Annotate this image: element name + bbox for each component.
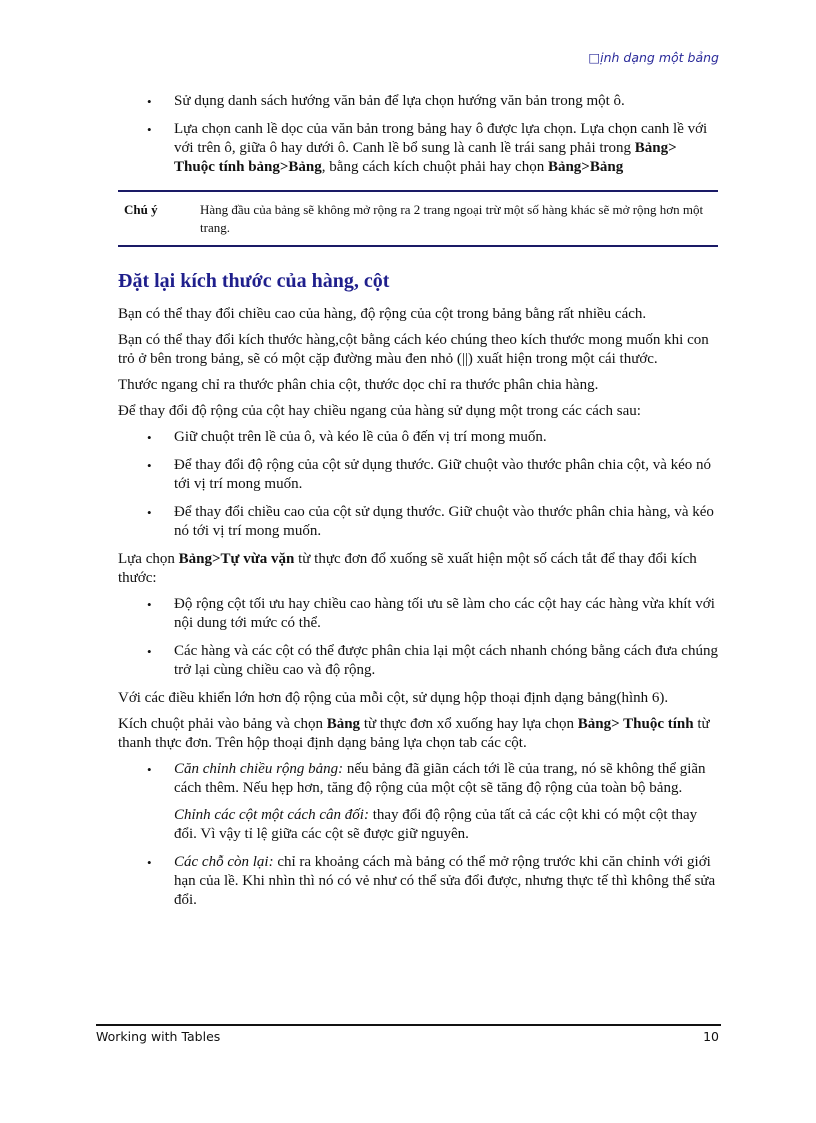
paragraph: Thước ngang chỉ ra thước phân chia cột, thước dọc chỉ ra thước phân chia hàng.: [118, 377, 599, 393]
bullet-icon: •: [147, 597, 152, 612]
page-number: 10: [703, 1029, 719, 1044]
bullet-icon: •: [147, 94, 152, 109]
bullet-icon: •: [147, 505, 152, 520]
note-box: [118, 190, 718, 247]
bullet-icon: •: [147, 430, 152, 445]
bullet-icon: •: [147, 762, 152, 777]
list-item: • Căn chỉnh chiều rộng bảng: nếu bảng đã giãn cách tới lề của trang, nó sẽ không thể giãn cách thêm. Nếu hẹp hơn, tăng độ rộng của một cột sẽ tăng độ rộng của toàn bộ bảng.: [147, 761, 706, 796]
bullet-icon: •: [147, 458, 152, 473]
bullet-icon: •: [147, 122, 152, 137]
list-item: • Sử dụng danh sách hướng văn bản để lựa chọn hướng văn bản trong một ô.: [147, 93, 625, 109]
section-heading: Đặt lại kích thước của hàng, cột: [118, 270, 390, 292]
paragraph: Để thay đổi độ rộng của cột hay chiều ngang của hàng sử dụng một trong các cách sau:: [118, 403, 641, 419]
running-header: □ịnh dạng một bảng: [588, 50, 719, 65]
list-item: • Độ rộng cột tối ưu hay chiều cao hàng tối ưu sẽ làm cho các cột hay các hàng vừa khít với nội dung tới mức có thể.: [147, 596, 715, 631]
bullet-icon: •: [147, 644, 152, 659]
footer-rule: [96, 1024, 721, 1026]
list-item-continuation: Chỉnh các cột một cách cân đối: thay đổi độ rộng của tất cả các cột khi có một cột thay đổi. Vì vậy tỉ lệ giữa các cột sẽ được giữ nguyên.: [174, 807, 698, 842]
list-item: • Các chỗ còn lại: chỉ ra khoảng cách mà bảng có thể mở rộng trước khi căn chỉnh với giới hạn của lề. Khi nhìn thì nó có vẻ như có thể sửa đổi được, nhưng thực tế thì không thể sửa đổi.: [147, 854, 716, 908]
paragraph: Với các điều khiển lớn hơn độ rộng của mỗi cột, sử dụng hộp thoại định dạng bảng(hình 6).: [118, 690, 669, 706]
note-text: Hàng đầu của bảng sẽ không mở rộng ra 2 trang ngoại trừ một số hàng khác sẽ mở rộng hơn một trang.: [200, 202, 704, 235]
note-label: Chú ý: [124, 202, 158, 217]
paragraph: Lựa chọn Bảng>Tự vừa vặn từ thực đơn đổ xuống sẽ xuất hiện một số cách tắt để thay đổi kích thước:: [118, 551, 697, 586]
list-item: • Lựa chọn canh lề dọc của văn bản trong bảng hay ô được lựa chọn. Lựa chọn canh lề với với trên ô, giữa ô hay dưới ô. Canh lề bổ sung là canh lề trái sang phải trong Bảng> Thuộc tính bảng>Bảng, bằng cách kích chuột phải hay chọn Bảng>Bảng: [147, 121, 708, 175]
bullet-icon: •: [147, 855, 152, 870]
paragraph: Kích chuột phải vào bảng và chọn Bảng từ thực đơn xổ xuống hay lựa chọn Bảng> Thuộc tính từ thanh thực đơn. Trên hộp thoại định dạng bảng lựa chọn tab các cột.: [118, 716, 710, 751]
list-item: • Để thay đổi chiều cao của cột sử dụng thước. Giữ chuột vào thước phân chia hàng, và kéo nó tới vị trí mong muốn.: [147, 504, 714, 539]
list-item: • Giữ chuột trên lề của ô, và kéo lề của ô đến vị trí mong muốn.: [147, 429, 547, 445]
list-item: • Để thay đổi độ rộng của cột sử dụng thước. Giữ chuột vào thước phân chia cột, và kéo nó tới vị trí mong muốn.: [147, 457, 712, 492]
paragraph: Bạn có thể thay đổi chiều cao của hàng, độ rộng của cột trong bảng bằng rất nhiều cách.: [118, 306, 647, 322]
paragraph: Bạn có thể thay đổi kích thước hàng,cột bằng cách kéo chúng theo kích thước mong muốn khi con trỏ ở bên trong bảng, sẽ có một cặp đường màu đen nhỏ (||) xuất hiện trong một cái thước.: [118, 332, 709, 367]
list-item: • Các hàng và các cột có thể được phân chia lại một cách nhanh chóng bằng cách đưa chúng trở lại cùng chiều cao và độ rộng.: [147, 643, 718, 678]
page-content: [118, 92, 718, 919]
footer-title: Working with Tables: [96, 1029, 221, 1044]
